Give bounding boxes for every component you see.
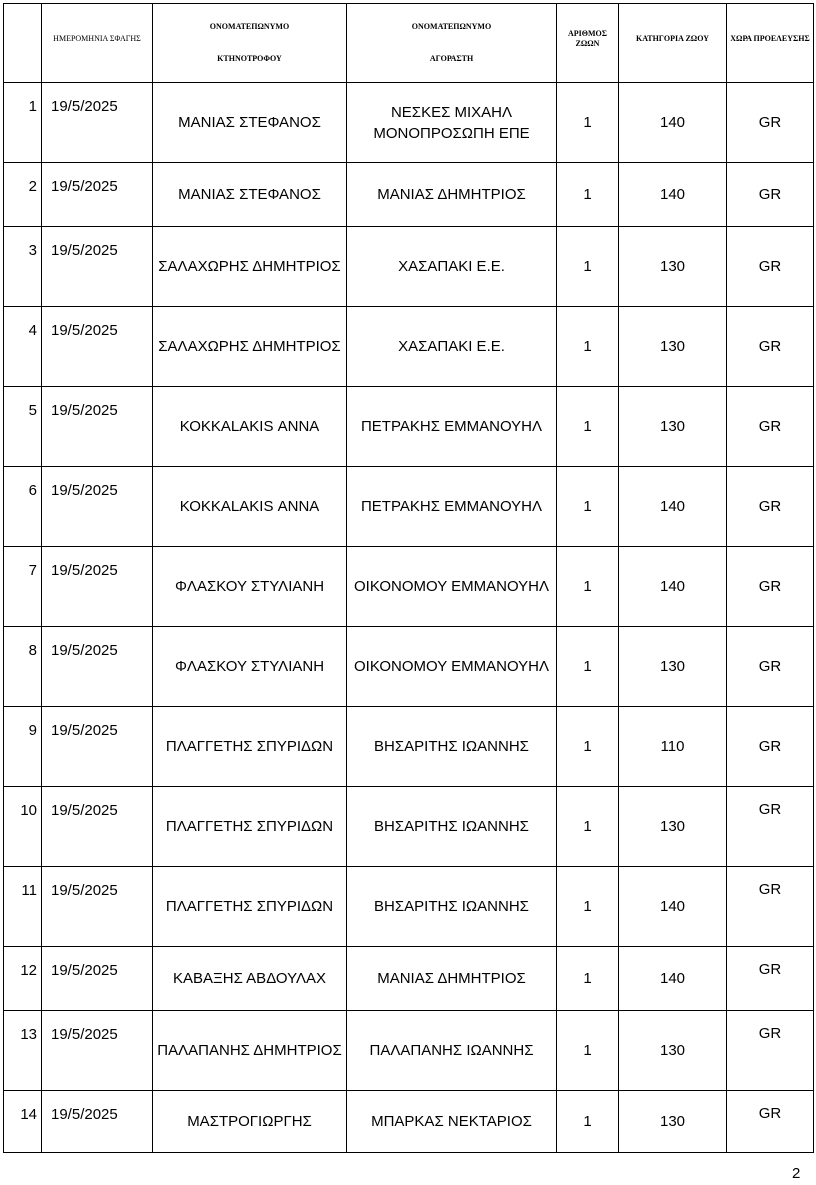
slaughter-register-sheet: [3, 3, 813, 1153]
row-category: 140: [619, 467, 727, 547]
row-category: 130: [619, 1091, 727, 1153]
row-number: 13: [4, 1011, 42, 1091]
row-category: 140: [619, 947, 727, 1011]
table-row: [4, 947, 814, 1011]
row-category: 140: [619, 867, 727, 947]
page-number: 2: [792, 1165, 801, 1182]
row-count: 1: [557, 163, 619, 227]
header-category: ΚΑΤΗΓΟΡΙΑ ΖΩΟΥ: [619, 4, 727, 83]
row-buyer: ΒΗΣΑΡΙΤΗΣ ΙΩΑΝΝΗΣ: [347, 707, 557, 787]
row-date: 19/5/2025: [42, 387, 153, 467]
row-farmer: ΚΟΚΚΑLAKIS ΑΝΝΑ: [153, 467, 347, 547]
row-number: 5: [4, 387, 42, 467]
header-farmer-line1: ΟΝΟΜΑΤΕΠΩΝΥΜΟ: [209, 22, 290, 31]
row-count: 1: [557, 707, 619, 787]
row-country: GR: [727, 707, 814, 787]
row-farmer: ΠΛΑΓΓΕΤΗΣ ΣΠΥΡΙΔΩΝ: [153, 787, 347, 867]
row-buyer: ΠΕΤΡΑΚΗΣ ΕΜΜΑΝΟΥΗΛ: [347, 387, 557, 467]
table-row: [4, 1091, 814, 1153]
row-date: 19/5/2025: [42, 307, 153, 387]
row-country: GR: [727, 83, 814, 163]
row-count: 1: [557, 627, 619, 707]
row-country: GR: [727, 547, 814, 627]
row-date: 19/5/2025: [42, 83, 153, 163]
row-buyer: ΜΑΝΙΑΣ ΔΗΜΗΤΡΙΟΣ: [347, 947, 557, 1011]
table-row: [4, 467, 814, 547]
row-farmer: ΠΛΑΓΓΕΤΗΣ ΣΠΥΡΙΔΩΝ: [153, 867, 347, 947]
header-buyer: [347, 4, 557, 83]
row-category: 130: [619, 787, 727, 867]
table-row: [4, 1011, 814, 1091]
row-country: GR: [727, 867, 814, 947]
row-buyer: ΒΗΣΑΡΙΤΗΣ ΙΩΑΝΝΗΣ: [347, 787, 557, 867]
row-number: 10: [4, 787, 42, 867]
header-farmer: [153, 4, 347, 83]
header-date: ΗΜΕΡΟΜΗΝΙΑ ΣΦΑΓΗΣ: [42, 4, 153, 83]
row-category: 130: [619, 387, 727, 467]
row-category: 130: [619, 627, 727, 707]
row-country: GR: [727, 387, 814, 467]
header-buyer-line1: ΟΝΟΜΑΤΕΠΩΝΥΜΟ: [411, 22, 492, 31]
row-farmer: ΠΑΛΑΠΑΝΗΣ ΔΗΜΗΤΡΙΟΣ: [153, 1011, 347, 1091]
row-number: 7: [4, 547, 42, 627]
row-farmer: ΦΛΑΣΚΟΥ ΣΤΥΛΙΑΝΗ: [153, 627, 347, 707]
row-date: 19/5/2025: [42, 1091, 153, 1153]
row-number: 11: [4, 867, 42, 947]
row-buyer: ΜΑΝΙΑΣ ΔΗΜΗΤΡΙΟΣ: [347, 163, 557, 227]
row-number: 4: [4, 307, 42, 387]
row-category: 140: [619, 83, 727, 163]
row-buyer: ΟΙΚΟΝΟΜΟΥ ΕΜΜΑΝΟΥΗΛ: [347, 547, 557, 627]
row-date: 19/5/2025: [42, 1011, 153, 1091]
table-row: [4, 627, 814, 707]
row-buyer: ΒΗΣΑΡΙΤΗΣ ΙΩΑΝΝΗΣ: [347, 867, 557, 947]
row-number: 9: [4, 707, 42, 787]
row-date: 19/5/2025: [42, 547, 153, 627]
row-buyer: ΟΙΚΟΝΟΜΟΥ ΕΜΜΑΝΟΥΗΛ: [347, 627, 557, 707]
table-row: [4, 83, 814, 163]
table-row: [4, 387, 814, 467]
row-count: 1: [557, 787, 619, 867]
row-country: GR: [727, 627, 814, 707]
row-country: GR: [727, 227, 814, 307]
row-count: 1: [557, 227, 619, 307]
row-buyer: ΠΑΛΑΠΑΝΗΣ ΙΩΑΝΝΗΣ: [347, 1011, 557, 1091]
row-date: 19/5/2025: [42, 947, 153, 1011]
row-buyer: ΧΑΣΑΠΑΚΙ Ε.Ε.: [347, 227, 557, 307]
row-country: GR: [727, 1011, 814, 1091]
table-header-row: [4, 4, 814, 83]
row-farmer: ΜΑΝΙΑΣ ΣΤΕΦΑΝΟΣ: [153, 83, 347, 163]
row-number: 6: [4, 467, 42, 547]
row-date: 19/5/2025: [42, 867, 153, 947]
row-count: 1: [557, 467, 619, 547]
header-farmer-line2: ΚΤΗΝΟΤΡΟΦΟΥ: [217, 54, 282, 63]
row-number: 14: [4, 1091, 42, 1153]
table-row: [4, 163, 814, 227]
row-farmer: ΣΑΛΑΧΩΡΗΣ ΔΗΜΗΤΡΙΟΣ: [153, 307, 347, 387]
row-country: GR: [727, 787, 814, 867]
row-category: 130: [619, 1011, 727, 1091]
table-row: [4, 307, 814, 387]
table-row: [4, 547, 814, 627]
header-country: ΧΩΡΑ ΠΡΟΕΛΕΥΣΗΣ: [727, 4, 814, 83]
row-number: 2: [4, 163, 42, 227]
row-count: 1: [557, 1091, 619, 1153]
row-date: 19/5/2025: [42, 707, 153, 787]
row-buyer: ΝΕΣΚΕΣ ΜΙΧΑΗΛ ΜΟΝΟΠΡΟΣΩΠΗ ΕΠΕ: [347, 83, 557, 163]
row-country: GR: [727, 947, 814, 1011]
row-farmer: ΜΑΣΤΡΟΓΙΩΡΓΗΣ: [153, 1091, 347, 1153]
row-category: 130: [619, 307, 727, 387]
header-buyer-line2: ΑΓΟΡΑΣΤΗ: [429, 54, 474, 63]
slaughter-table: [3, 3, 814, 1153]
row-country: GR: [727, 1091, 814, 1153]
row-count: 1: [557, 1011, 619, 1091]
row-category: 140: [619, 163, 727, 227]
row-country: GR: [727, 307, 814, 387]
row-category: 130: [619, 227, 727, 307]
row-country: GR: [727, 467, 814, 547]
row-category: 110: [619, 707, 727, 787]
header-count: ΑΡΙΘΜΟΣ ΖΩΩΝ: [557, 4, 619, 83]
row-count: 1: [557, 547, 619, 627]
row-count: 1: [557, 867, 619, 947]
row-farmer: ΚΑΒΑΞΗΣ ΑΒΔΟΥΛΑΧ: [153, 947, 347, 1011]
row-number: 3: [4, 227, 42, 307]
row-country: GR: [727, 163, 814, 227]
table-body: [4, 83, 814, 1153]
table-row: [4, 227, 814, 307]
row-buyer: ΧΑΣΑΠΑΚΙ Ε.Ε.: [347, 307, 557, 387]
row-category: 140: [619, 547, 727, 627]
row-date: 19/5/2025: [42, 627, 153, 707]
table-row: [4, 867, 814, 947]
row-count: 1: [557, 387, 619, 467]
table-row: [4, 787, 814, 867]
row-buyer: ΜΠΑΡΚΑΣ ΝΕΚΤΑΡΙΟΣ: [347, 1091, 557, 1153]
row-number: 12: [4, 947, 42, 1011]
row-date: 19/5/2025: [42, 467, 153, 547]
row-buyer: ΠΕΤΡΑΚΗΣ ΕΜΜΑΝΟΥΗΛ: [347, 467, 557, 547]
row-farmer: ΣΑΛΑΧΩΡΗΣ ΔΗΜΗΤΡΙΟΣ: [153, 227, 347, 307]
row-number: 1: [4, 83, 42, 163]
row-farmer: ΚΟΚΚΑLAKIS ΑΝΝΑ: [153, 387, 347, 467]
row-count: 1: [557, 83, 619, 163]
row-count: 1: [557, 947, 619, 1011]
row-date: 19/5/2025: [42, 787, 153, 867]
row-farmer: ΦΛΑΣΚΟΥ ΣΤΥΛΙΑΝΗ: [153, 547, 347, 627]
header-no: [4, 4, 42, 83]
table-row: [4, 707, 814, 787]
row-number: 8: [4, 627, 42, 707]
row-count: 1: [557, 307, 619, 387]
row-farmer: ΠΛΑΓΓΕΤΗΣ ΣΠΥΡΙΔΩΝ: [153, 707, 347, 787]
row-farmer: ΜΑΝΙΑΣ ΣΤΕΦΑΝΟΣ: [153, 163, 347, 227]
row-date: 19/5/2025: [42, 227, 153, 307]
row-date: 19/5/2025: [42, 163, 153, 227]
